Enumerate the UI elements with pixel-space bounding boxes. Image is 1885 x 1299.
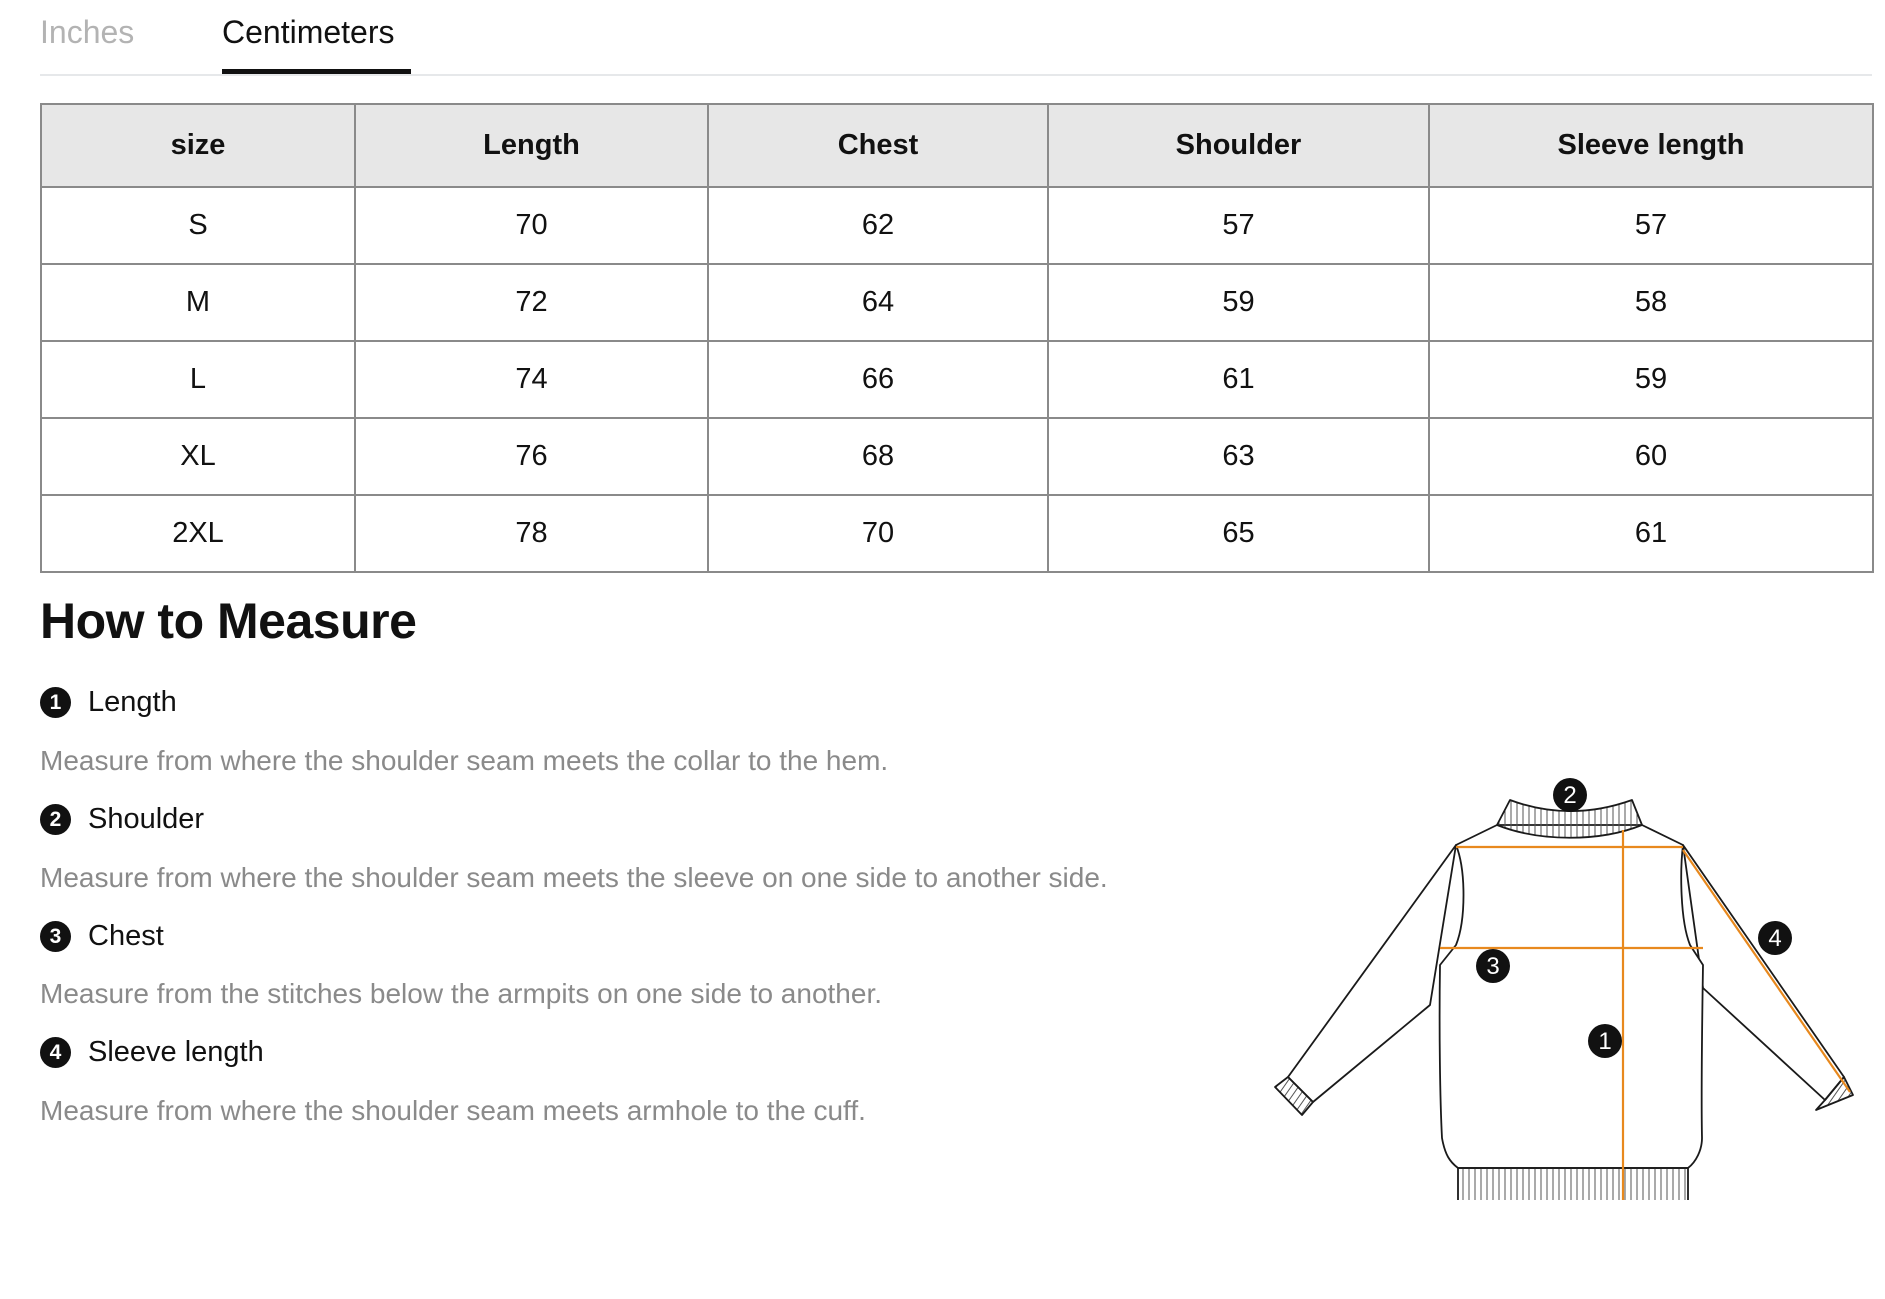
header-size: size bbox=[41, 104, 355, 187]
active-tab-indicator bbox=[222, 69, 411, 74]
cell-length: 74 bbox=[355, 341, 708, 418]
size-chart-table bbox=[40, 103, 1874, 573]
marker-3-label: 3 bbox=[1486, 953, 1500, 980]
cell-shoulder: 59 bbox=[1048, 264, 1429, 341]
cell-chest: 66 bbox=[708, 341, 1048, 418]
measure-item-chest bbox=[40, 920, 164, 953]
cell-chest: 68 bbox=[708, 418, 1048, 495]
cell-shoulder: 61 bbox=[1048, 341, 1429, 418]
cell-length: 76 bbox=[355, 418, 708, 495]
cell-shoulder: 65 bbox=[1048, 495, 1429, 572]
number-4-icon: 4 bbox=[40, 1037, 71, 1068]
cell-shoulder: 57 bbox=[1048, 187, 1429, 264]
cell-sleeve-length: 60 bbox=[1429, 418, 1873, 495]
cell-size: 2XL bbox=[41, 495, 355, 572]
tab-centimeters[interactable]: Centimeters bbox=[222, 14, 395, 50]
cell-shoulder: 63 bbox=[1048, 418, 1429, 495]
hem-band bbox=[1458, 1168, 1688, 1200]
unit-tabs bbox=[40, 0, 1872, 76]
cell-size: M bbox=[41, 264, 355, 341]
header-shoulder: Shoulder bbox=[1048, 104, 1429, 187]
cell-size: XL bbox=[41, 418, 355, 495]
measure-item-label: Chest bbox=[88, 920, 164, 952]
table-row bbox=[41, 341, 1873, 418]
marker-2-label: 2 bbox=[1563, 782, 1577, 809]
cell-chest: 64 bbox=[708, 264, 1048, 341]
number-2-icon: 2 bbox=[40, 804, 71, 835]
table-row bbox=[41, 418, 1873, 495]
measure-item-label: Length bbox=[88, 686, 177, 718]
table-header-row bbox=[41, 104, 1873, 187]
left-sleeve bbox=[1288, 845, 1456, 1102]
header-sleeve-length: Sleeve length bbox=[1429, 104, 1873, 187]
number-3-icon: 3 bbox=[40, 921, 71, 952]
measure-item-description: Measure from where the shoulder seam meets armhole to the cuff. bbox=[40, 1095, 866, 1126]
cell-sleeve-length: 57 bbox=[1429, 187, 1873, 264]
header-chest: Chest bbox=[708, 104, 1048, 187]
measure-item-description: Measure from where the shoulder seam meets the sleeve on one side to another side. bbox=[40, 862, 1108, 893]
marker-1-label: 1 bbox=[1598, 1028, 1612, 1055]
measure-item-description: Measure from the stitches below the armpits on one side to another. bbox=[40, 978, 883, 1009]
cell-sleeve-length: 61 bbox=[1429, 495, 1873, 572]
cell-size: L bbox=[41, 341, 355, 418]
measure-item-length bbox=[40, 686, 177, 719]
cell-size: S bbox=[41, 187, 355, 264]
sweater-diagram-icon bbox=[1270, 770, 1870, 1200]
cell-chest: 70 bbox=[708, 495, 1048, 572]
how-to-measure-heading: How to Measure bbox=[40, 593, 417, 649]
measure-item-label: Sleeve length bbox=[88, 1036, 264, 1068]
measure-item-description: Measure from where the shoulder seam meets the collar to the hem. bbox=[40, 745, 889, 776]
table-row bbox=[41, 495, 1873, 572]
header-length: Length bbox=[355, 104, 708, 187]
measure-item-label: Shoulder bbox=[88, 803, 205, 835]
cell-chest: 62 bbox=[708, 187, 1048, 264]
cell-sleeve-length: 58 bbox=[1429, 264, 1873, 341]
tab-inches[interactable]: Inches bbox=[40, 14, 135, 50]
cell-length: 70 bbox=[355, 187, 708, 264]
table-row bbox=[41, 264, 1873, 341]
cell-sleeve-length: 59 bbox=[1429, 341, 1873, 418]
sweater-body bbox=[1440, 825, 1703, 1168]
cell-length: 72 bbox=[355, 264, 708, 341]
cell-length: 78 bbox=[355, 495, 708, 572]
table-row bbox=[41, 187, 1873, 264]
measure-item-shoulder bbox=[40, 803, 204, 836]
number-1-icon: 1 bbox=[40, 687, 71, 718]
measure-item-sleeve-length bbox=[40, 1036, 264, 1069]
marker-4-label: 4 bbox=[1768, 925, 1782, 952]
